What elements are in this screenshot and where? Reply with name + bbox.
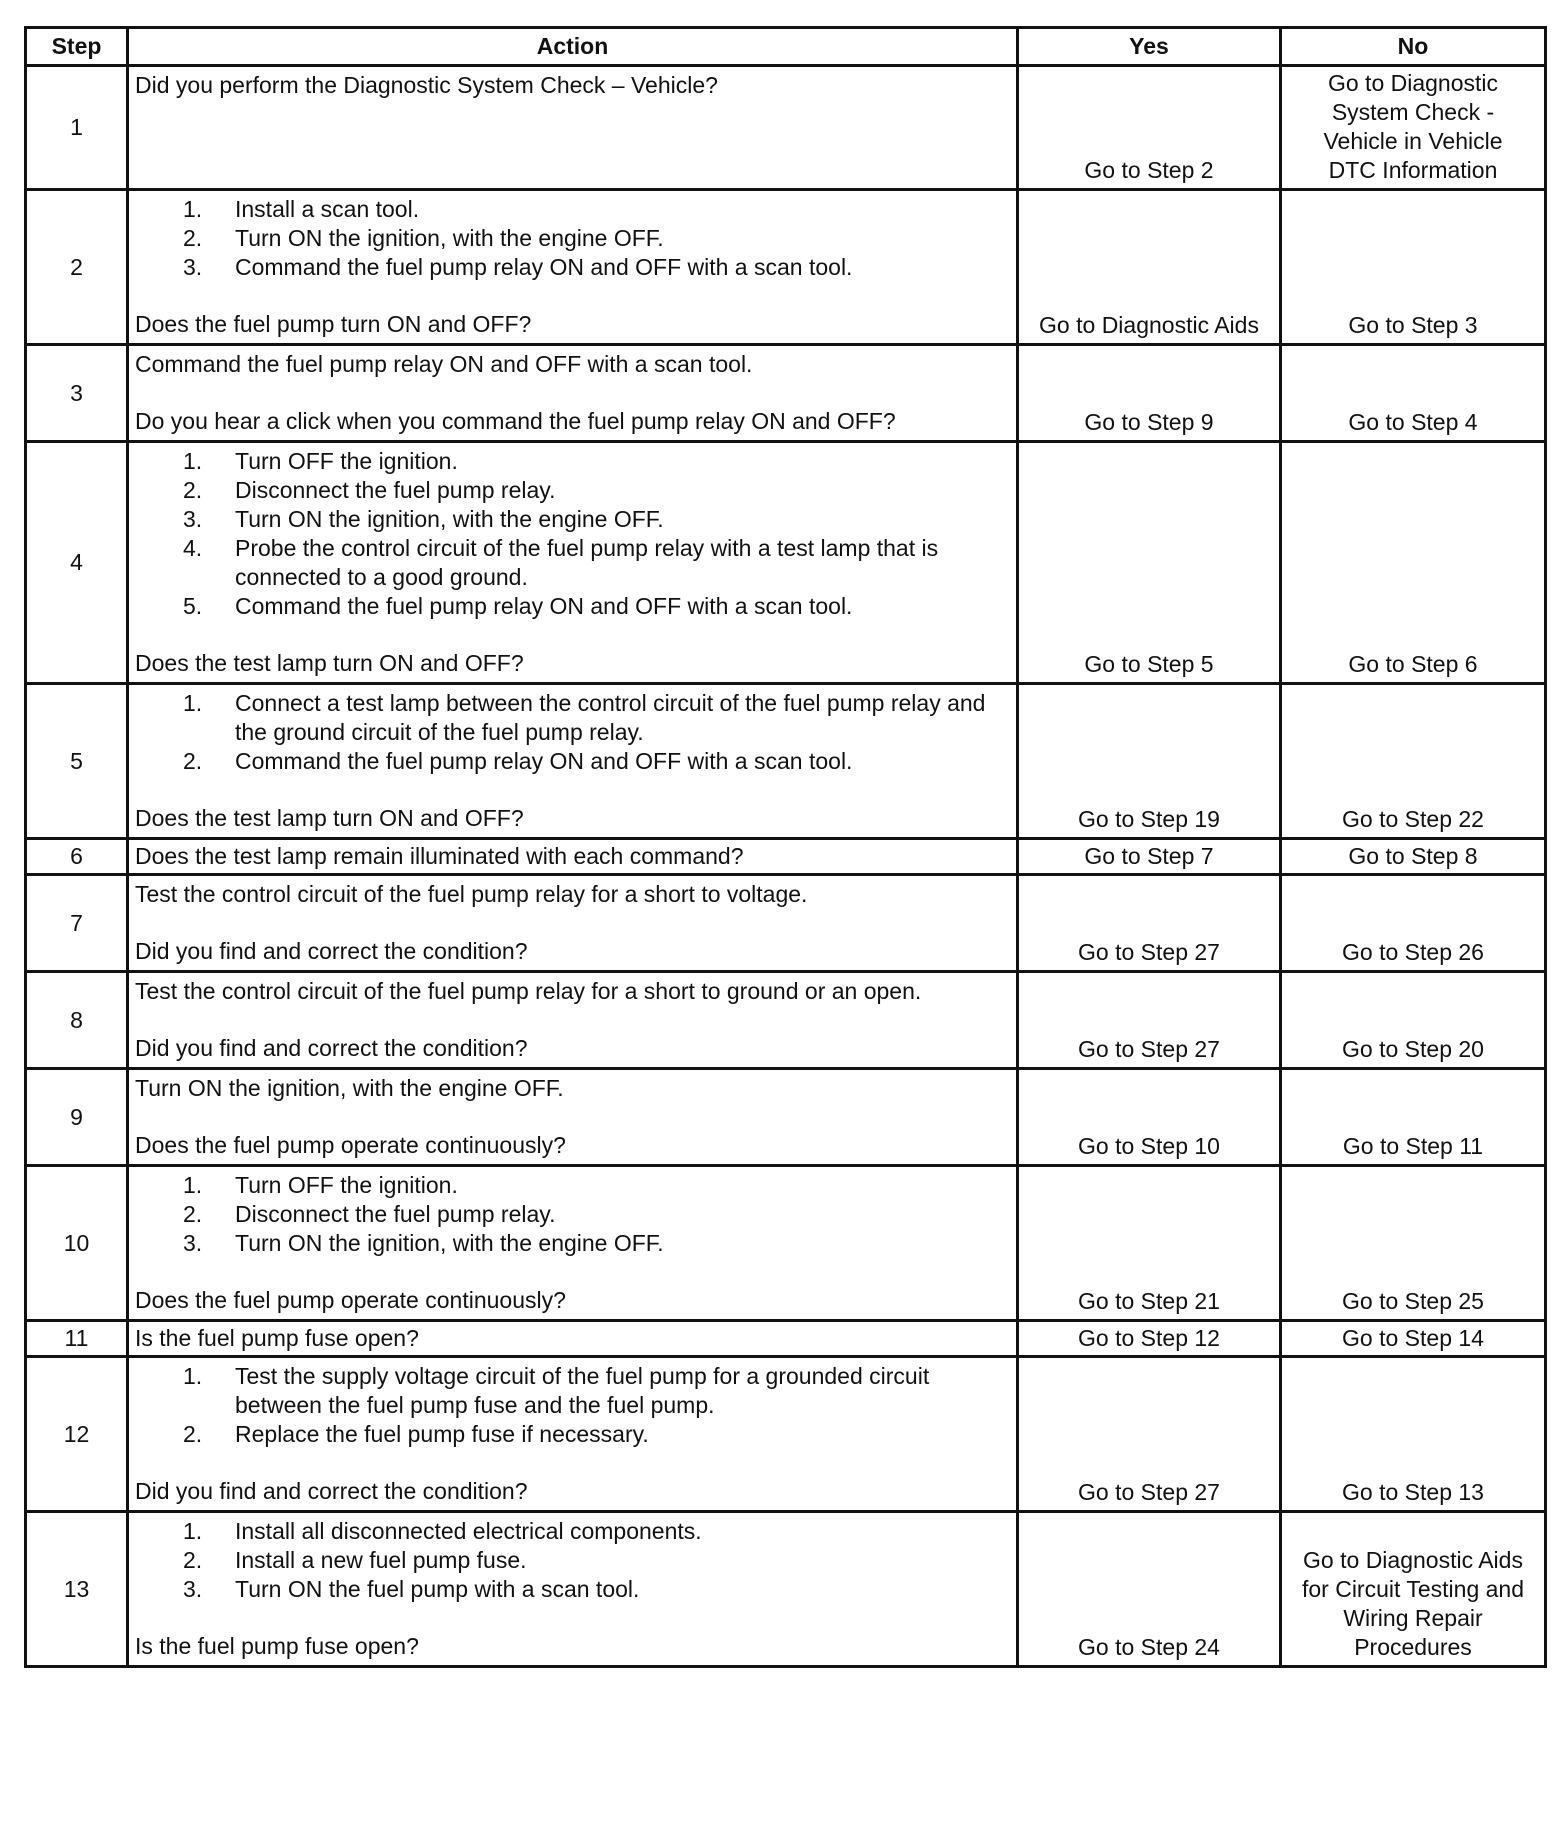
step-number: 8	[26, 972, 128, 1069]
no-cell: Go to Step 6	[1281, 442, 1546, 684]
no-cell: Go to Step 13	[1281, 1357, 1546, 1512]
action-step: 3. Command the fuel pump relay ON and OFF with a scan tool.	[183, 254, 853, 280]
action-question: Is the fuel pump fuse open?	[135, 1633, 419, 1659]
no-cell: Go to Step 22	[1281, 684, 1546, 839]
action-step-number: 1.	[183, 196, 203, 222]
diagnostic-table	[24, 26, 1547, 1668]
table-row	[26, 442, 1546, 684]
no-cell: Go to Step 8	[1281, 839, 1546, 875]
action-cell	[128, 1512, 1018, 1667]
table-header-row	[26, 28, 1546, 66]
action-steps	[135, 1517, 1010, 1604]
action-step-number: 1.	[183, 448, 203, 474]
no-cell: Go to Diagnostic System Check - Vehicle in Vehicle DTC Information	[1281, 66, 1546, 190]
step-number: 2	[26, 190, 128, 345]
action-steps	[135, 1362, 1010, 1449]
action-question: Does the test lamp remain illuminated with each command?	[135, 843, 744, 869]
table-row	[26, 972, 1546, 1069]
header-yes: Yes	[1018, 28, 1281, 66]
action-steps	[135, 195, 1010, 282]
action-step: 3. Turn ON the ignition, with the engine OFF.	[183, 506, 664, 532]
action-step: 3. Turn ON the fuel pump with a scan tool.	[183, 1576, 640, 1602]
action-steps	[135, 447, 1010, 621]
action-step-number: 3.	[183, 1576, 203, 1602]
action-step: 3. Turn ON the ignition, with the engine OFF.	[183, 1230, 664, 1256]
table-row	[26, 1321, 1546, 1357]
action-step: 2. Install a new fuel pump fuse.	[183, 1547, 527, 1573]
no-cell: Go to Diagnostic Aids for Circuit Testing and Wiring Repair Procedures	[1281, 1512, 1546, 1667]
no-cell: Go to Step 11	[1281, 1069, 1546, 1166]
action-step-number: 3.	[183, 254, 203, 280]
table-row	[26, 875, 1546, 972]
no-cell: Go to Step 25	[1281, 1166, 1546, 1321]
action-step: 2. Disconnect the fuel pump relay.	[183, 477, 556, 503]
yes-cell: Go to Diagnostic Aids	[1018, 190, 1281, 345]
diagnostic-table-wrapper	[24, 26, 1544, 1668]
table-row	[26, 684, 1546, 839]
action-question: Did you find and correct the condition?	[135, 1035, 528, 1061]
action-cell	[128, 839, 1018, 875]
action-step: 1. Turn OFF the ignition.	[183, 1172, 458, 1198]
action-step-number: 1.	[183, 1518, 203, 1544]
table-row	[26, 1512, 1546, 1667]
yes-cell: Go to Step 7	[1018, 839, 1281, 875]
action-step-number: 1.	[183, 1363, 203, 1389]
step-number: 7	[26, 875, 128, 972]
table-row	[26, 190, 1546, 345]
table-row	[26, 1166, 1546, 1321]
step-number: 9	[26, 1069, 128, 1166]
action-question: Does the fuel pump operate continuously?	[135, 1287, 566, 1313]
yes-cell: Go to Step 10	[1018, 1069, 1281, 1166]
action-step-number: 5.	[183, 593, 203, 619]
step-number: 1	[26, 66, 128, 190]
action-question: Does the fuel pump turn ON and OFF?	[135, 311, 532, 337]
action-intro: Test the control circuit of the fuel pump relay for a short to voltage.	[135, 881, 808, 907]
action-cell	[128, 1321, 1018, 1357]
step-number: 6	[26, 839, 128, 875]
action-step: 2. Disconnect the fuel pump relay.	[183, 1201, 556, 1227]
action-step-number: 2.	[183, 1201, 203, 1227]
step-number: 3	[26, 345, 128, 442]
yes-cell: Go to Step 24	[1018, 1512, 1281, 1667]
action-question: Does the test lamp turn ON and OFF?	[135, 805, 524, 831]
action-intro: Test the control circuit of the fuel pump relay for a short to ground or an open.	[135, 978, 922, 1004]
action-step: 2. Turn ON the ignition, with the engine OFF.	[183, 225, 664, 251]
no-cell: Go to Step 3	[1281, 190, 1546, 345]
step-number: 4	[26, 442, 128, 684]
action-step-number: 1.	[183, 1172, 203, 1198]
table-row	[26, 66, 1546, 190]
yes-cell: Go to Step 12	[1018, 1321, 1281, 1357]
action-question: Does the test lamp turn ON and OFF?	[135, 650, 524, 676]
no-cell: Go to Step 26	[1281, 875, 1546, 972]
action-step: 1. Install a scan tool.	[183, 196, 420, 222]
action-step: 1. Install all disconnected electrical components.	[183, 1518, 702, 1544]
action-cell	[128, 972, 1018, 1069]
action-cell	[128, 684, 1018, 839]
action-steps	[135, 689, 1010, 776]
action-cell	[128, 1357, 1018, 1512]
yes-cell: Go to Step 5	[1018, 442, 1281, 684]
action-intro: Command the fuel pump relay ON and OFF with a scan tool.	[135, 351, 753, 377]
action-step-number: 2.	[183, 748, 203, 774]
table-row	[26, 1357, 1546, 1512]
yes-cell: Go to Step 9	[1018, 345, 1281, 442]
action-cell	[128, 1166, 1018, 1321]
action-step: 4. Probe the control circuit of the fuel pump relay with a test lamp that is connected to a good ground.	[183, 535, 939, 590]
no-cell: Go to Step 14	[1281, 1321, 1546, 1357]
action-step-number: 2.	[183, 477, 203, 503]
action-step-number: 2.	[183, 1421, 203, 1447]
action-cell	[128, 190, 1018, 345]
action-intro: Turn ON the ignition, with the engine OFF.	[135, 1075, 564, 1101]
action-step: 5. Command the fuel pump relay ON and OFF with a scan tool.	[183, 593, 853, 619]
action-step-number: 1.	[183, 690, 203, 716]
action-step-number: 4.	[183, 535, 203, 561]
action-step-number: 3.	[183, 506, 203, 532]
yes-cell: Go to Step 19	[1018, 684, 1281, 839]
action-step-number: 2.	[183, 1547, 203, 1573]
action-cell	[128, 442, 1018, 684]
action-question: Do you hear a click when you command the fuel pump relay ON and OFF?	[135, 408, 896, 434]
step-number: 12	[26, 1357, 128, 1512]
action-question: Did you find and correct the condition?	[135, 1478, 528, 1504]
step-number: 13	[26, 1512, 128, 1667]
no-cell: Go to Step 20	[1281, 972, 1546, 1069]
action-cell	[128, 66, 1018, 190]
header-action: Action	[128, 28, 1018, 66]
action-step: 1. Connect a test lamp between the control circuit of the fuel pump relay and the ground circuit of the fuel pump relay.	[183, 690, 986, 745]
yes-cell: Go to Step 27	[1018, 972, 1281, 1069]
action-cell	[128, 875, 1018, 972]
header-no: No	[1281, 28, 1546, 66]
step-number: 5	[26, 684, 128, 839]
action-steps	[135, 1171, 1010, 1258]
action-step: 1. Turn OFF the ignition.	[183, 448, 458, 474]
yes-cell: Go to Step 21	[1018, 1166, 1281, 1321]
action-step: 2. Command the fuel pump relay ON and OFF with a scan tool.	[183, 748, 853, 774]
action-step-number: 2.	[183, 225, 203, 251]
table-row	[26, 1069, 1546, 1166]
step-number: 11	[26, 1321, 128, 1357]
yes-cell: Go to Step 27	[1018, 875, 1281, 972]
table-row	[26, 345, 1546, 442]
action-question: Does the fuel pump operate continuously?	[135, 1132, 566, 1158]
action-question: Is the fuel pump fuse open?	[135, 1325, 419, 1351]
header-step: Step	[26, 28, 128, 66]
no-cell: Go to Step 4	[1281, 345, 1546, 442]
action-intro: Did you perform the Diagnostic System Check – Vehicle?	[135, 72, 718, 98]
action-question: Did you find and correct the condition?	[135, 938, 528, 964]
yes-cell: Go to Step 27	[1018, 1357, 1281, 1512]
action-step: 1. Test the supply voltage circuit of the fuel pump for a grounded circuit between the fuel pump fuse and the fuel pump.	[183, 1363, 930, 1418]
step-number: 10	[26, 1166, 128, 1321]
table-row	[26, 839, 1546, 875]
action-cell	[128, 1069, 1018, 1166]
action-step: 2. Replace the fuel pump fuse if necessary.	[183, 1421, 649, 1447]
yes-cell: Go to Step 2	[1018, 66, 1281, 190]
action-cell	[128, 345, 1018, 442]
action-step-number: 3.	[183, 1230, 203, 1256]
